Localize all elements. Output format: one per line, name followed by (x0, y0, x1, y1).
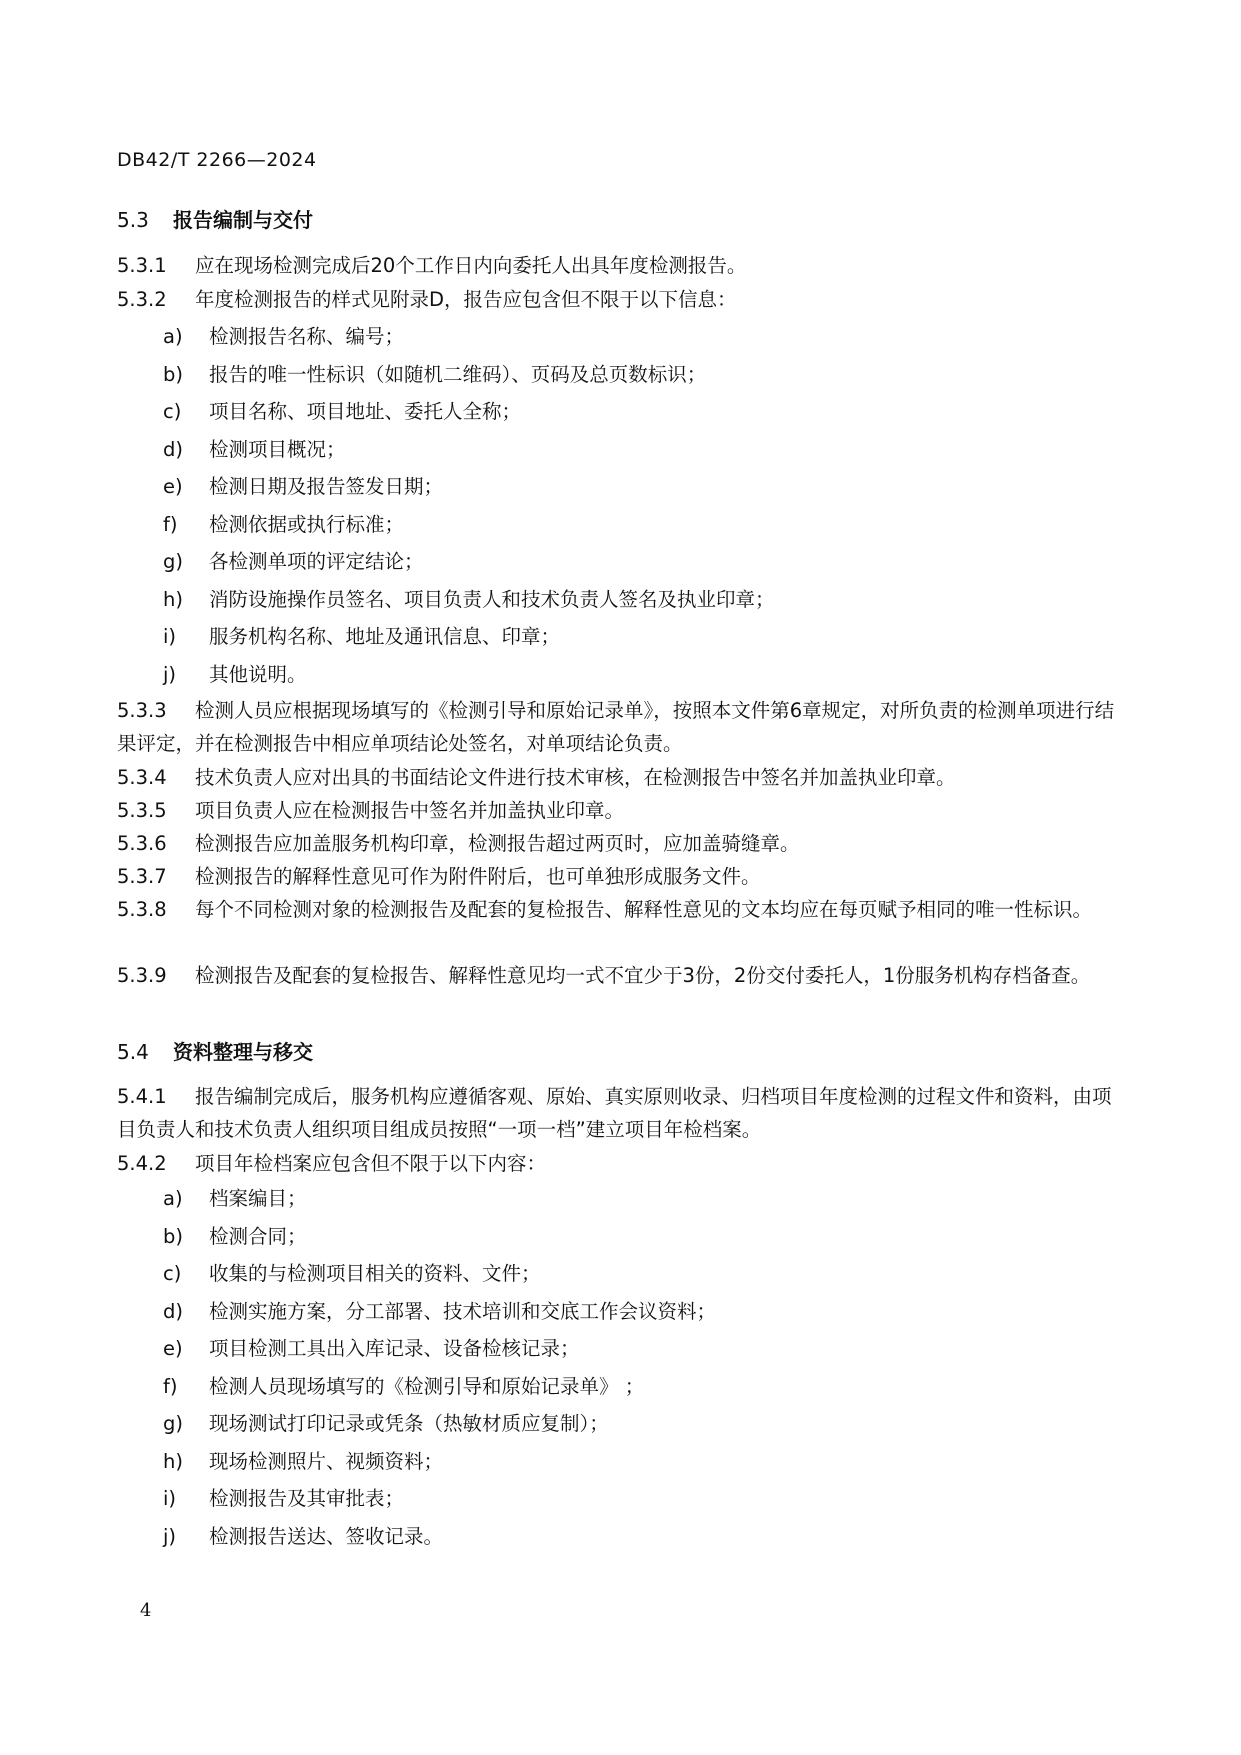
clause-text: 年度检测报告的样式见附录D，报告应包含但不限于以下信息： (195, 288, 737, 311)
list-item-text: 检测项目概况； (209, 437, 346, 461)
clause-5-4-1 (117, 1080, 1129, 1146)
list-item-label: a) (163, 1187, 183, 1210)
list-item (163, 1443, 716, 1481)
list-item-label: j) (163, 662, 177, 686)
list-item-text: 服务机构名称、地址及通讯信息、印章； (209, 625, 561, 648)
clause-text: 检测报告应加盖服务机构印章，检测报告超过两页时，应加盖骑缝章。 (195, 832, 800, 855)
list-item-label: e) (163, 1337, 183, 1360)
section-heading-5-3 (117, 204, 313, 233)
list-item (163, 431, 775, 469)
list-item (163, 1218, 716, 1256)
clause-text: 技术负责人应对出具的书面结论文件进行技术审核，在检测报告中签名并加盖执业印章。 (195, 766, 956, 789)
clause-number: 5.3.7 (117, 865, 167, 888)
list-item-label: e) (163, 475, 183, 498)
list-item-text: 现场检测照片、视频资料； (209, 1449, 444, 1473)
list-item (163, 1368, 716, 1406)
clause-text: 项目负责人应在检测报告中签名并加盖执业印章。 (195, 799, 625, 822)
list-item-text: 检测报告送达、签收记录。 (209, 1524, 444, 1548)
list-item-label: g) (163, 550, 183, 573)
clause-number: 5.3.3 (117, 699, 167, 722)
list-item (163, 1180, 716, 1218)
section-number: 5.4 (117, 1040, 149, 1064)
list-item-label: i) (163, 625, 177, 648)
list-item-label: f) (163, 1374, 178, 1398)
list-item-label: j) (163, 1524, 177, 1548)
list-item (163, 581, 775, 619)
list-item-text: 现场测试打印记录或凭条（热敏材质应复制）； (209, 1412, 609, 1435)
clause-5-3-9 (117, 959, 1129, 992)
list-item (163, 393, 775, 431)
list-item-text: 检测报告名称、编号； (209, 325, 405, 348)
clause-number: 5.4.1 (117, 1085, 167, 1108)
list-item (163, 543, 775, 581)
clause-5-4-2 (117, 1147, 1129, 1180)
list-item (163, 1480, 716, 1518)
clause-text: 检测报告的解释性意见可作为附件附后，也可单独形成服务文件。 (195, 865, 761, 888)
list-item-label: a) (163, 325, 183, 348)
clause-5-3-7 (117, 860, 1129, 893)
clause-number: 5.3.2 (117, 288, 167, 311)
clause-number: 5.3.9 (117, 964, 167, 987)
section-heading-5-4 (117, 1036, 313, 1065)
list-item (163, 468, 775, 506)
list-item-text: 检测日期及报告签发日期； (209, 475, 444, 498)
list-item-label: b) (163, 362, 183, 386)
clause-text: 报告编制完成后，服务机构应遵循客观、原始、真实原则收录、归档项目年度检测的过程文件和资料，由项目负责人和技术负责人组织项目组成员按照“一项一档”建立项目年检档案。 (117, 1085, 1112, 1141)
list-item-label: f) (163, 512, 178, 536)
list-item (163, 1293, 716, 1331)
list-item-text: 检测实施方案，分工部署、技术培训和交底工作会议资料； (209, 1299, 717, 1323)
list-item-label: h) (163, 587, 183, 611)
clause-5-3-6 (117, 827, 1129, 860)
clause-5-3-1 (117, 249, 1129, 282)
clause-5-3-3 (117, 694, 1129, 760)
clause-5-3-8 (117, 893, 1129, 926)
list-item-text: 各检测单项的评定结论； (209, 550, 424, 573)
list-item-label: d) (163, 1299, 183, 1323)
clause-text: 检测人员应根据现场填写的《检测引导和原始记录单》，按照本文件第6章规定，对所负责的检测单项进行结果评定，并在检测报告中相应单项结论处签名，对单项结论负责。 (117, 699, 1115, 755)
list-item (163, 1405, 716, 1443)
list-item-text: 项目名称、项目地址、委托人全称； (209, 400, 522, 423)
list-item (163, 1518, 716, 1556)
list-item (163, 618, 775, 656)
list-item-text: 其他说明。 (209, 662, 307, 686)
clause-number: 5.3.8 (117, 898, 167, 921)
list-item-label: c) (163, 400, 182, 423)
list-item-text: 收集的与检测项目相关的资料、文件； (209, 1262, 541, 1285)
list-item-label: d) (163, 437, 183, 461)
list-item (163, 318, 775, 356)
clause-text: 检测报告及配套的复检报告、解释性意见均一式不宜少于3份，2份交付委托人，1份服务机构存档备查。 (195, 964, 1091, 987)
clause-number: 5.3.1 (117, 254, 167, 277)
clause-5-3-4 (117, 761, 1129, 794)
list-item (163, 1330, 716, 1368)
archive-content-list (163, 1180, 716, 1555)
list-item (163, 1255, 716, 1293)
section-title: 资料整理与移交 (173, 1040, 313, 1064)
clause-text: 应在现场检测完成后20个工作日内向委托人出具年度检测报告。 (195, 254, 747, 277)
list-item-text: 检测合同； (209, 1224, 307, 1248)
clause-number: 5.3.5 (117, 799, 167, 822)
clause-5-3-5 (117, 794, 1129, 827)
list-item (163, 506, 775, 544)
section-title: 报告编制与交付 (173, 208, 313, 232)
list-item-text: 报告的唯一性标识（如随机二维码）、页码及总页数标识； (209, 362, 707, 386)
list-item-label: c) (163, 1262, 182, 1285)
clause-text: 每个不同检测对象的检测报告及配套的复检报告、解释性意见的文本均应在每页赋予相同的唯一性标识。 (195, 898, 1093, 921)
list-item-text: 档案编目； (209, 1187, 307, 1210)
page-number: 4 (140, 1600, 152, 1621)
list-item-label: i) (163, 1487, 177, 1510)
list-item-label: h) (163, 1449, 183, 1473)
list-item-text: 项目检测工具出入库记录、设备检核记录； (209, 1337, 580, 1360)
list-item-label: g) (163, 1412, 183, 1435)
section-number: 5.3 (117, 208, 149, 232)
list-item-text: 消防设施操作员签名、项目负责人和技术负责人签名及执业印章； (209, 587, 775, 611)
list-item-text: 检测报告及其审批表； (209, 1487, 405, 1510)
document-code: DB42/T 2266—2024 (117, 149, 317, 171)
list-item-label: b) (163, 1224, 183, 1248)
report-content-list (163, 318, 775, 693)
list-item (163, 656, 775, 694)
clause-number: 5.3.4 (117, 766, 167, 789)
clause-number: 5.4.2 (117, 1152, 167, 1175)
list-item-text: 检测依据或执行标准； (209, 512, 405, 536)
list-item (163, 356, 775, 394)
clause-5-3-2 (117, 283, 1129, 316)
clause-number: 5.3.6 (117, 832, 167, 855)
list-item-text: 检测人员现场填写的《检测引导和原始记录单》 ； (209, 1374, 645, 1398)
clause-text: 项目年检档案应包含但不限于以下内容： (195, 1152, 547, 1175)
